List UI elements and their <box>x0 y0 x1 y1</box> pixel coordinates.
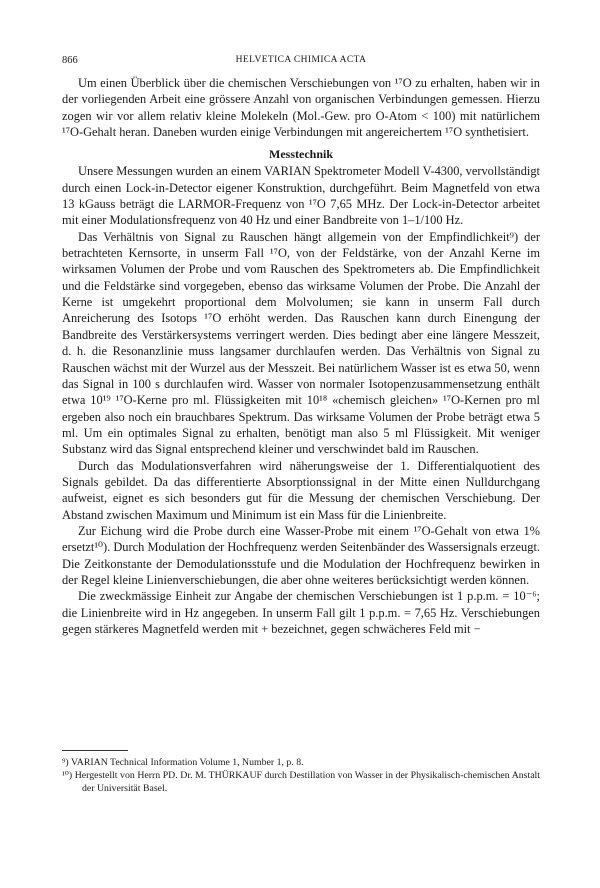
footnote-9: ⁹) VARIAN Technical Information Volume 1, Number 1, p. 8. <box>62 757 304 768</box>
paragraph-spectrometer: Unsere Messungen wurden an einem VARIAN Spektrometer Modell V-4300, vervollständigt durch einen Lock-in-Detector eigener Konstruktion, durchgeführt. Beim Magnetfeld von etwa 13 kGauss beträgt die LARMOR-Frequenz von ¹⁷O 7,65 MHz. Der Lock-in-Detector arbeitet mit einer Modulationsfrequenz von 40 Hz und einer Bandbreite von 1–1/100 Hz. <box>62 164 540 228</box>
footnote-10: ¹⁰) Hergestellt von Herrn PD. Dr. M. THÜRKAUF durch Destillation von Wasser in der Physikalisch-chemischen Anstalt der Universität Basel. <box>62 770 540 795</box>
footnote-divider <box>62 750 128 751</box>
journal-title: HELVETICA CHIMICA ACTA <box>235 55 367 65</box>
body-text <box>62 75 540 637</box>
page-header <box>62 55 540 69</box>
paragraph-intro: Um einen Überblick über die chemischen Verschiebungen von ¹⁷O zu erhalten, haben wir in der vorliegenden Arbeit eine grössere Anzahl von organischen Verbindungen gemessen. Hierzu zogen wir vor allem relativ kleine Molekeln (Mol.-Gew. pro O-Atom < 100) mit natürlichem ¹⁷O-Gehalt heran. Daneben wurden einige Verbindungen mit angereichertem ¹⁷O synthetisiert. <box>62 76 540 140</box>
paragraph-units: Die zweckmässige Einheit zur Angabe der chemischen Verschiebungen ist 1 p.p.m. = 10⁻⁶; die Linienbreite wird in Hz angegeben. In unserm Fall gilt 1 p.p.m. = 7,65 Hz. Verschiebungen gegen stärkeres Magnetfeld werden mit + bezeichnet, gegen schwächeres Feld mit − <box>62 589 540 636</box>
footnotes <box>62 756 540 796</box>
paragraph-modulation: Durch das Modulationsverfahren wird näherungsweise der 1. Differentialquotient des Signals gebildet. Da das differentierte Absorptionssignal in der Mitte einen Nulldurchgang aufweist, eignet es sich besonders gut für die Messung der chemischen Verschiebung. Der Abstand zwischen Maximum und Minimum ist ein Mass für die Linienbreite. <box>62 458 540 522</box>
paragraph-calibration: Zur Eichung wird die Probe durch eine Wasser-Probe mit einem ¹⁷O-Gehalt von etwa 1% ersetzt¹⁰). Durch Modulation der Hochfrequenz werden Seitenbänder des Wassersignals erzeugt. Die Zeitkonstante der Demodulationsstufe und die Modulation der Hochfrequenz bewirken in der Regel kleine Linienverschiebungen, die aber ohne weiteres berücksichtigt werden können. <box>62 523 540 587</box>
paragraph-signal-noise: Das Verhältnis von Signal zu Rauschen hängt allgemein von der Empfindlichkeit⁹) der betrachteten Kernsorte, in unserm Fall ¹⁷O, von der Feldstärke, von der Anzahl Kerne im wirksamen Volumen der Probe und vom Rauschen des Spektrometers ab. Die Empfindlichkeit und die Feldstärke sind vorgegeben, ebenso das wirksame Volumen der Probe. Die Anzahl der Kerne ist umgekehrt proportional dem Molvolumen; sie kann in unserm Fall durch Anreicherung des Isotops ¹⁷O erhöht werden. Das Rauschen kann durch Einengung der Bandbreite des Verstärkersystems verringert werden. Dies bedingt aber eine längere Messzeit, d. h. die Resonanzlinie muss langsamer durchlaufen werden. Das Verhältnis von Signal zu Rauschen wächst mit der Wurzel aus der Messzeit. Bei natürlichem Wasser ist es etwa 50, wenn das Signal in 100 s durchlaufen wird. Wasser von normaler Isotopenzusammensetzung enthält etwa 10¹⁹ ¹⁷O-Kerne pro ml. Flüssigkeiten mit 10¹⁸ «chemisch gleichen» ¹⁷O-Kernen pro ml ergeben also noch ein brauchbares Spektrum. Das wirksame Volumen der Probe beträgt etwa 5 ml. Um ein optimales Signal zu erhalten, benötigt man also 5 ml Flüssigkeit. Mit weniger Substanz wird das Signal entsprechend kleiner und verschwindet bald im Rauschen. <box>62 229 540 457</box>
section-heading: Messtechnik <box>269 147 333 162</box>
page-number: 866 <box>62 55 78 66</box>
